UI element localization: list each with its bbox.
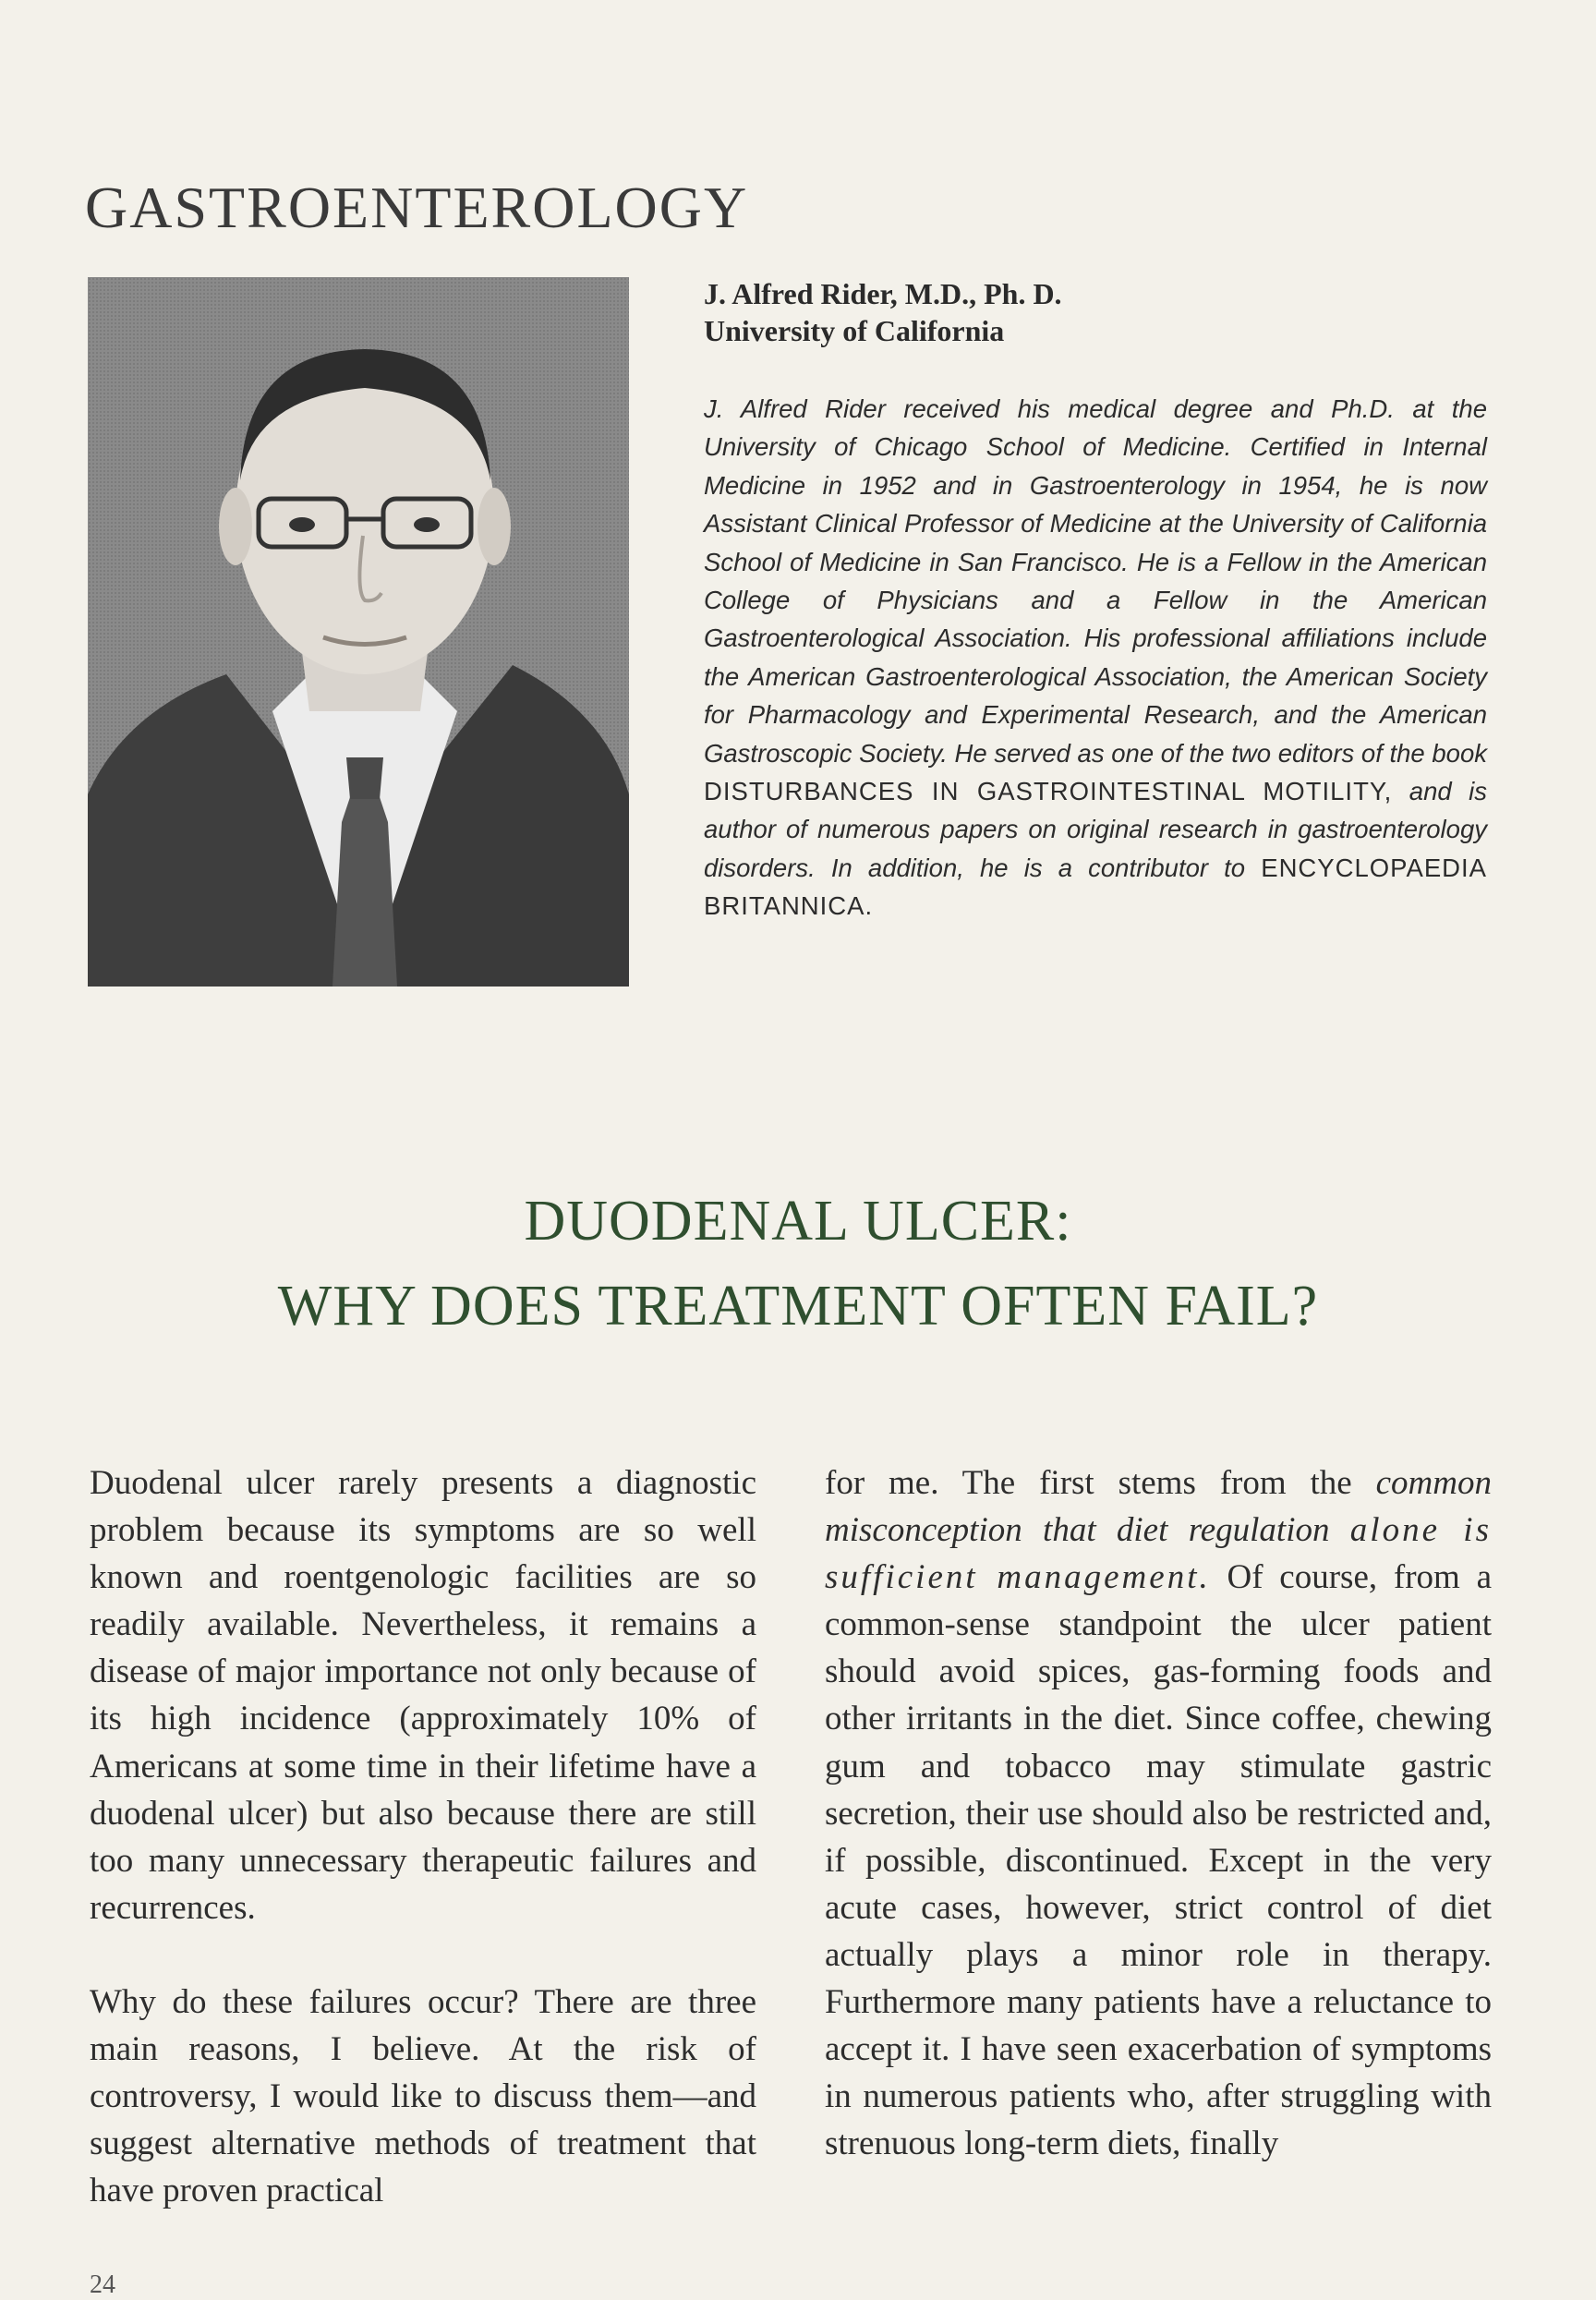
bio-book-title: DISTURBANCES IN GASTROINTESTINAL MOTILITY, (704, 777, 1393, 806)
page-number: 24 (90, 2270, 115, 2299)
left-paragraph-1: Duodenal ulcer rarely presents a diagnostic problem because its symptoms are so well known and roentgenologic facilities are so readily available. Nevertheless, it remains a disease of major importance not only because of its high incidence (approximately 10% of Americans at some time in their lifetime have a duodenal ulcer) but also because there are still too many unnecessary therapeutic failures and recurrences. (90, 1464, 756, 1927)
right-text-spaced: alone is sufficient management. (825, 1511, 1492, 1597)
section-heading: GASTROENTEROLOGY (85, 175, 749, 240)
article-column-left (90, 1459, 756, 2214)
article-title-line1: DUODENAL ULCER: (524, 1190, 1072, 1253)
right-text-rest: Of course, from a common-sense standpoint the ulcer patient should avoid spices, gas-forming foods and other irritants in the diet. Since coffee, chewing gum and tobacco may stimulate gastric secretion, their use should also be restricted and, if possible, discontinued. Except in the very acute cases, however, strict control of diet actually plays a minor role in therapy. Furthermore many patients have a reluctance to accept it. I have seen exacerbation of symptoms in numerous patients who, after struggling with strenuous long-term diets, finally (825, 1558, 1492, 2163)
author-name: J. Alfred Rider, M.D., Ph. D. (704, 277, 1062, 310)
author-bio (704, 390, 1487, 926)
bio-text-part2: and is author of numerous papers on original research in gastroenterology disorders. In addition, he is a contributor to (704, 777, 1488, 882)
left-paragraph-2: Why do these failures occur? There are three main reasons, I believe. At the risk of controversy, I would like to discuss them—and suggest alternative methods of treatment that have proven practical (90, 1982, 756, 2210)
article-title (0, 1179, 1596, 1349)
author-affiliation: University of California (704, 314, 1005, 347)
bio-encyclopedia-title: ENCYCLOPAEDIA BRITANNICA. (704, 853, 1488, 921)
right-text-intro: for me. The first stems from the (825, 1464, 1352, 1502)
article-column-right (825, 1459, 1492, 2167)
article-title-line2: WHY DOES TREATMENT OFTEN FAIL? (277, 1275, 1319, 1338)
author-portrait-photo (88, 277, 629, 987)
bio-text-part1: J. Alfred Rider received his medical degree and Ph.D. at the University of Chicago School of Medicine. Certified in Internal Medicine in 1952 and in Gastroenterology in 1954, he is now Assistant Clinical Professor of Medicine at the University of California School of Medicine in San Francisco. He is a Fellow in the American College of Physicians and a Fellow in the American Gastroenterological Association. His professional affiliations include the American Gastroenterological Association, the American Society for Pharmacology and Experimental Research, and the American Gastroscopic Society. He served as one of the two editors of the book (704, 394, 1487, 768)
right-text-italic: common misconception that diet regulation (825, 1464, 1492, 1550)
right-paragraph (825, 1459, 1492, 2167)
